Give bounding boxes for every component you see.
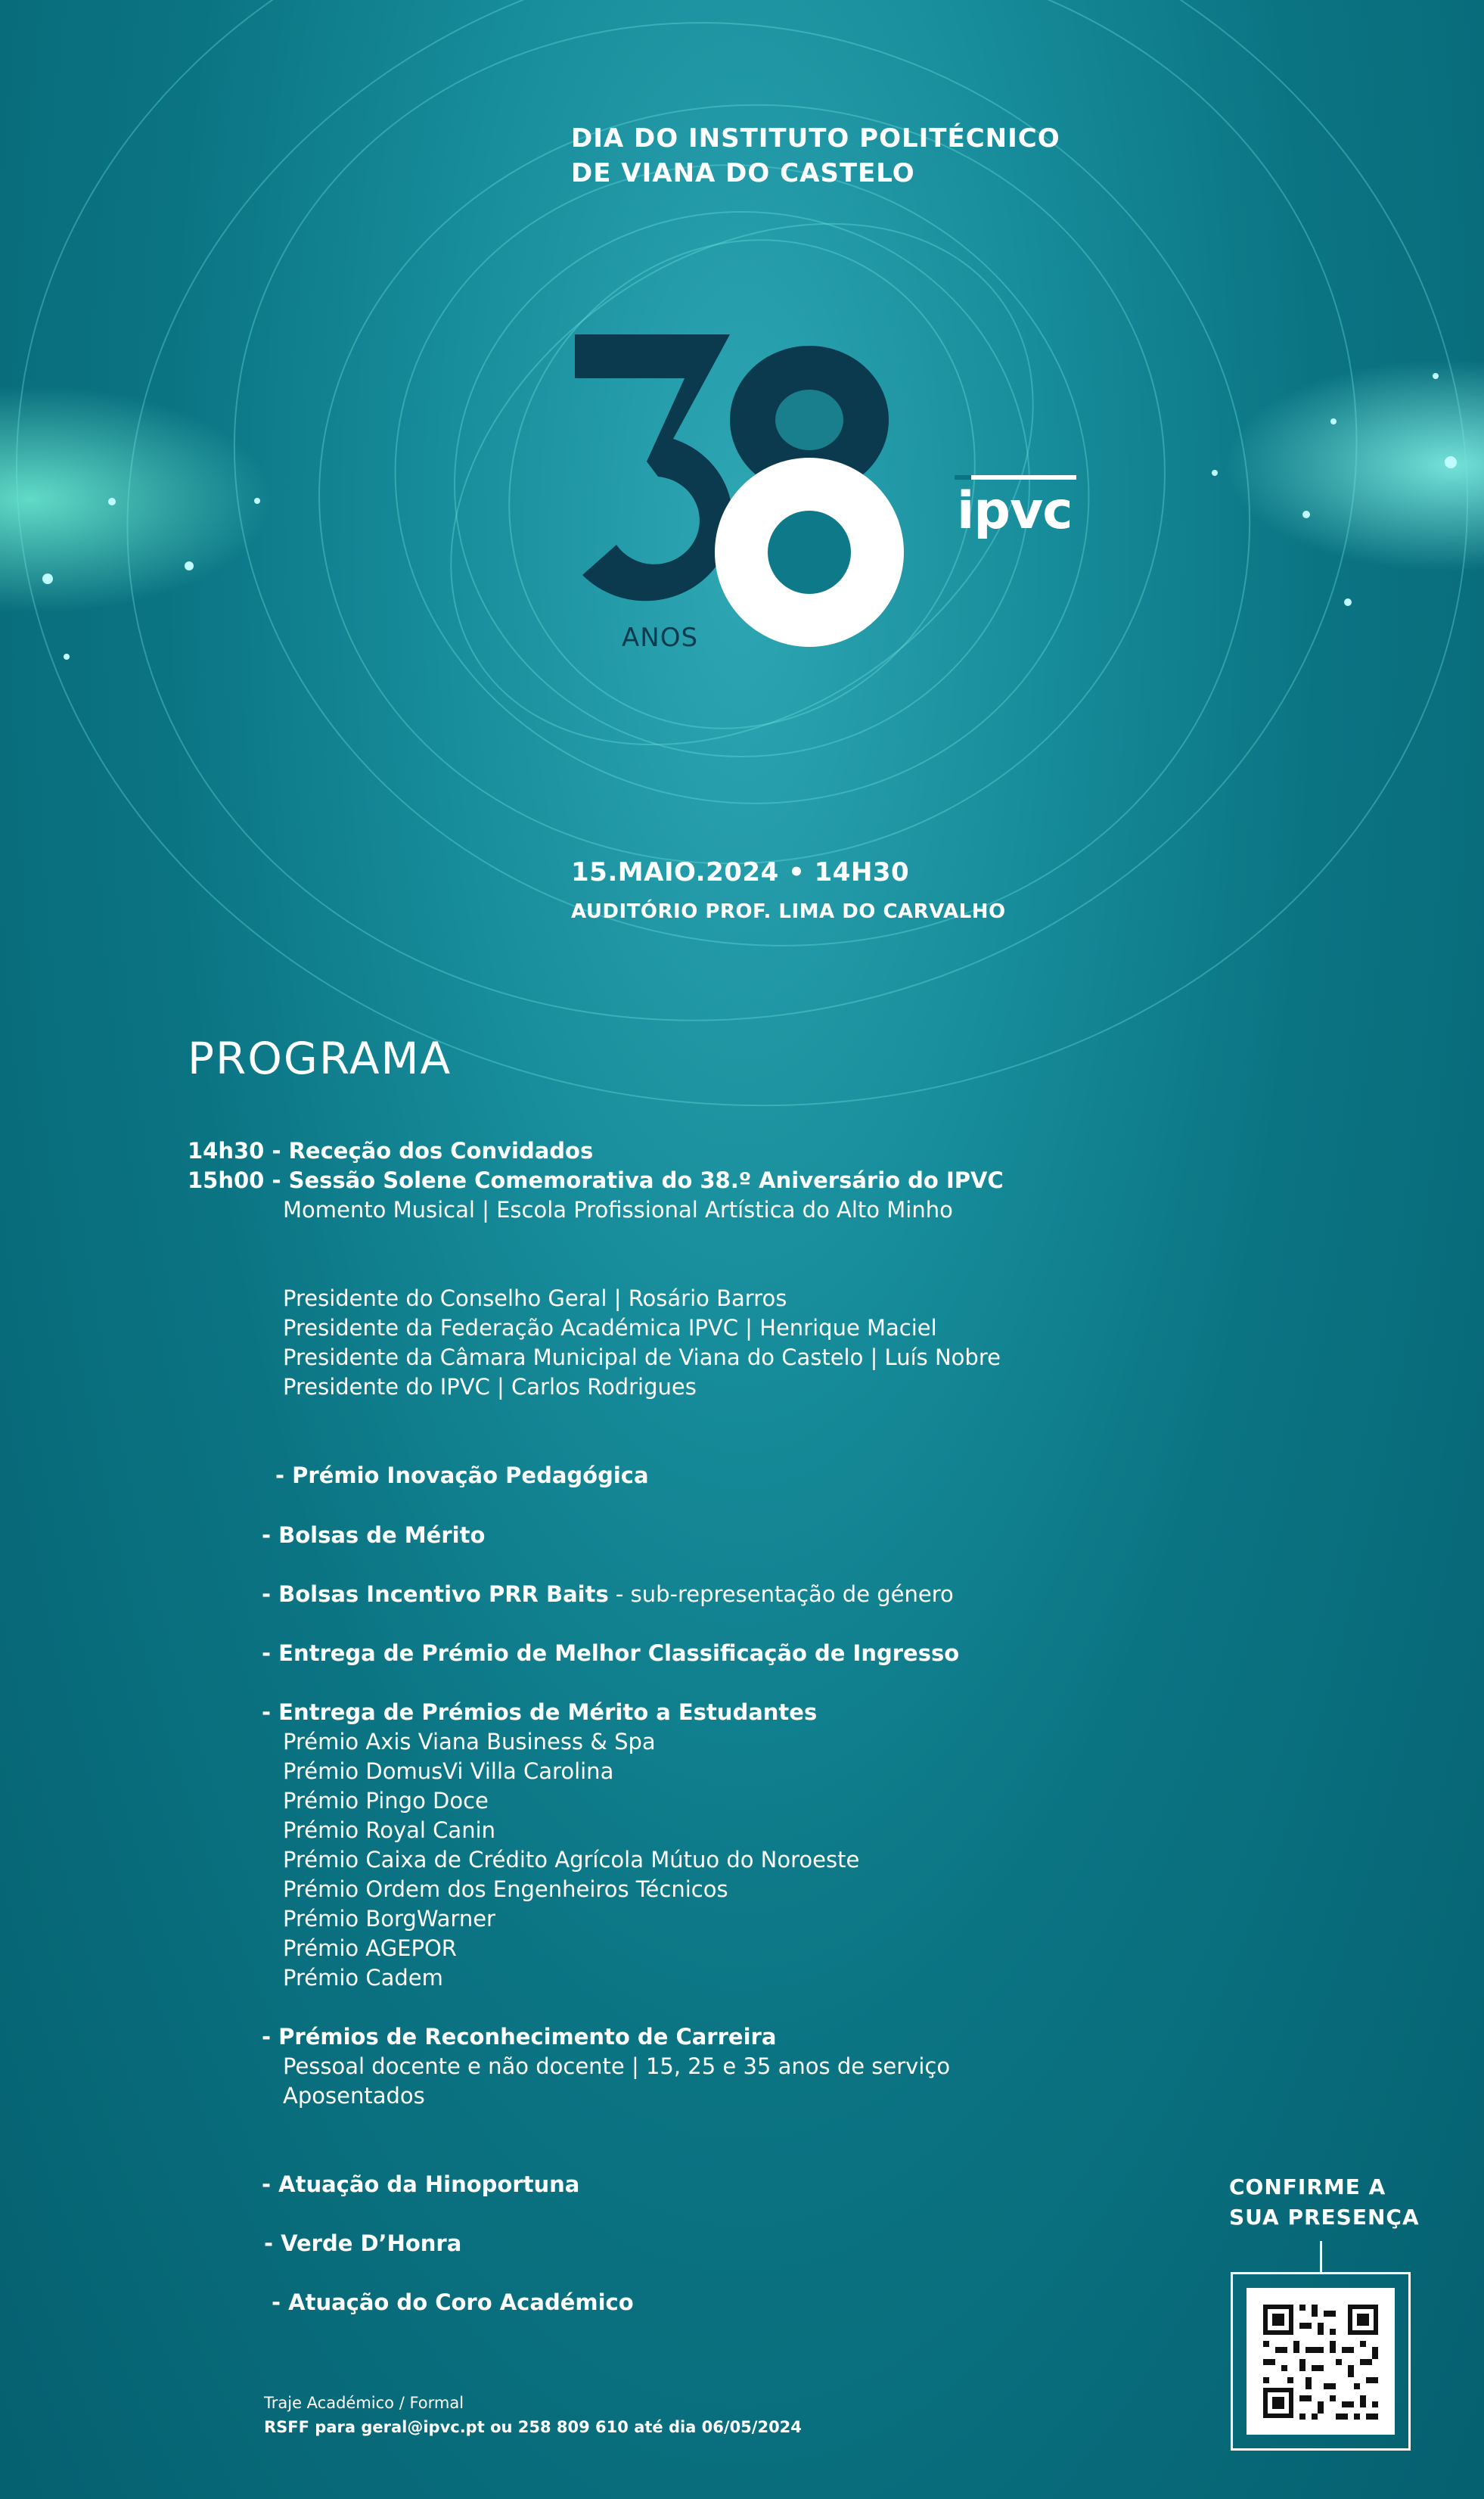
premio-item: Prémio DomusVi Villa Carolina xyxy=(283,1758,614,1784)
qr-code[interactable] xyxy=(1246,2288,1395,2435)
event-venue: AUDITÓRIO PROF. LIMA DO CARVALHO xyxy=(571,900,1006,923)
verde-honra: - Verde D’Honra xyxy=(264,2230,462,2256)
dress-code: Traje Académico / Formal xyxy=(264,2394,464,2412)
premio-item: Prémio BorgWarner xyxy=(283,1906,495,1932)
speaker-3: Presidente da Câmara Municipal de Viana do Castelo | Luís Nobre xyxy=(283,1344,1001,1370)
event-title-line1: DIA DO INSTITUTO POLITÉCNICO xyxy=(571,123,1060,154)
event-title-line2: DE VIANA DO CASTELO xyxy=(571,158,915,188)
qr-code-frame[interactable] xyxy=(1231,2272,1411,2451)
event-title xyxy=(571,121,1060,191)
premio-item: Prémio Royal Canin xyxy=(283,1817,496,1843)
anniversary-38-logo xyxy=(560,325,923,658)
bolsas-merito: - Bolsas de Mérito xyxy=(262,1522,486,1548)
reconhecimento-item: Aposentados xyxy=(283,2083,425,2109)
speaker-2: Presidente da Federação Académica IPVC | Henrique Maciel xyxy=(283,1315,937,1341)
digit-3-shape xyxy=(575,334,732,601)
premio-item: Prémio Pingo Doce xyxy=(283,1788,489,1814)
reconhecimento-item: Pessoal docente e não docente | 15, 25 e 35 anos de serviço xyxy=(283,2053,951,2079)
confirm-presence: CONFIRME A SUA PRESENÇA xyxy=(1229,2174,1420,2230)
program-item-1: 14h30 - Receção dos Convidados xyxy=(188,1138,594,1164)
event-date-time: 15.MAIO.2024 • 14H30 xyxy=(571,857,910,887)
premio-item: Prémio Ordem dos Engenheiros Técnicos xyxy=(283,1876,728,1902)
qr-code-icon xyxy=(1246,2288,1395,2435)
ipvc-logo: ipvc xyxy=(957,481,1073,541)
program-item-2: 15h00 - Sessão Solene Comemorativa do 38.º Aniversário do IPVC xyxy=(188,1167,1004,1193)
programa-heading: PROGRAMA xyxy=(188,1033,452,1084)
speaker-1: Presidente do Conselho Geral | Rosário Barros xyxy=(283,1285,787,1311)
musical-moment: Momento Musical | Escola Profissional Artística do Alto Minho xyxy=(283,1197,953,1223)
atuacao-coro: - Atuação do Coro Académico xyxy=(272,2289,634,2315)
qr-connector xyxy=(1320,2241,1322,2273)
bolsas-prr: - Bolsas Incentivo PRR Baits - sub-representação de género xyxy=(262,1581,954,1607)
premios-merito: - Entrega de Prémios de Mérito a Estudantes xyxy=(262,1699,818,1725)
anniversary-label: ANOS xyxy=(622,623,699,653)
premio-item: Prémio Cadem xyxy=(283,1965,443,1991)
ipvc-logo-bar xyxy=(959,475,1076,480)
premio-item: Prémio Caixa de Crédito Agrícola Mútuo do Noroeste xyxy=(283,1847,860,1873)
rsvp-contact: RSFF para geral@ipvc.pt ou 258 809 610 até dia 06/05/2024 xyxy=(264,2418,802,2436)
melhor-classificacao: - Entrega de Prémio de Melhor Classificação de Ingresso xyxy=(262,1640,960,1666)
premio-item: Prémio AGEPOR xyxy=(283,1935,457,1961)
premio-item: Prémio Axis Viana Business & Spa xyxy=(283,1729,656,1755)
reconhecimento-carreira: - Prémios de Reconhecimento de Carreira xyxy=(262,2024,777,2050)
premio-inovacao: - Prémio Inovação Pedagógica xyxy=(275,1462,649,1488)
speaker-4: Presidente do IPVC | Carlos Rodrigues xyxy=(283,1374,697,1400)
atuacao-hinoportuna: - Atuação da Hinoportuna xyxy=(262,2171,580,2197)
